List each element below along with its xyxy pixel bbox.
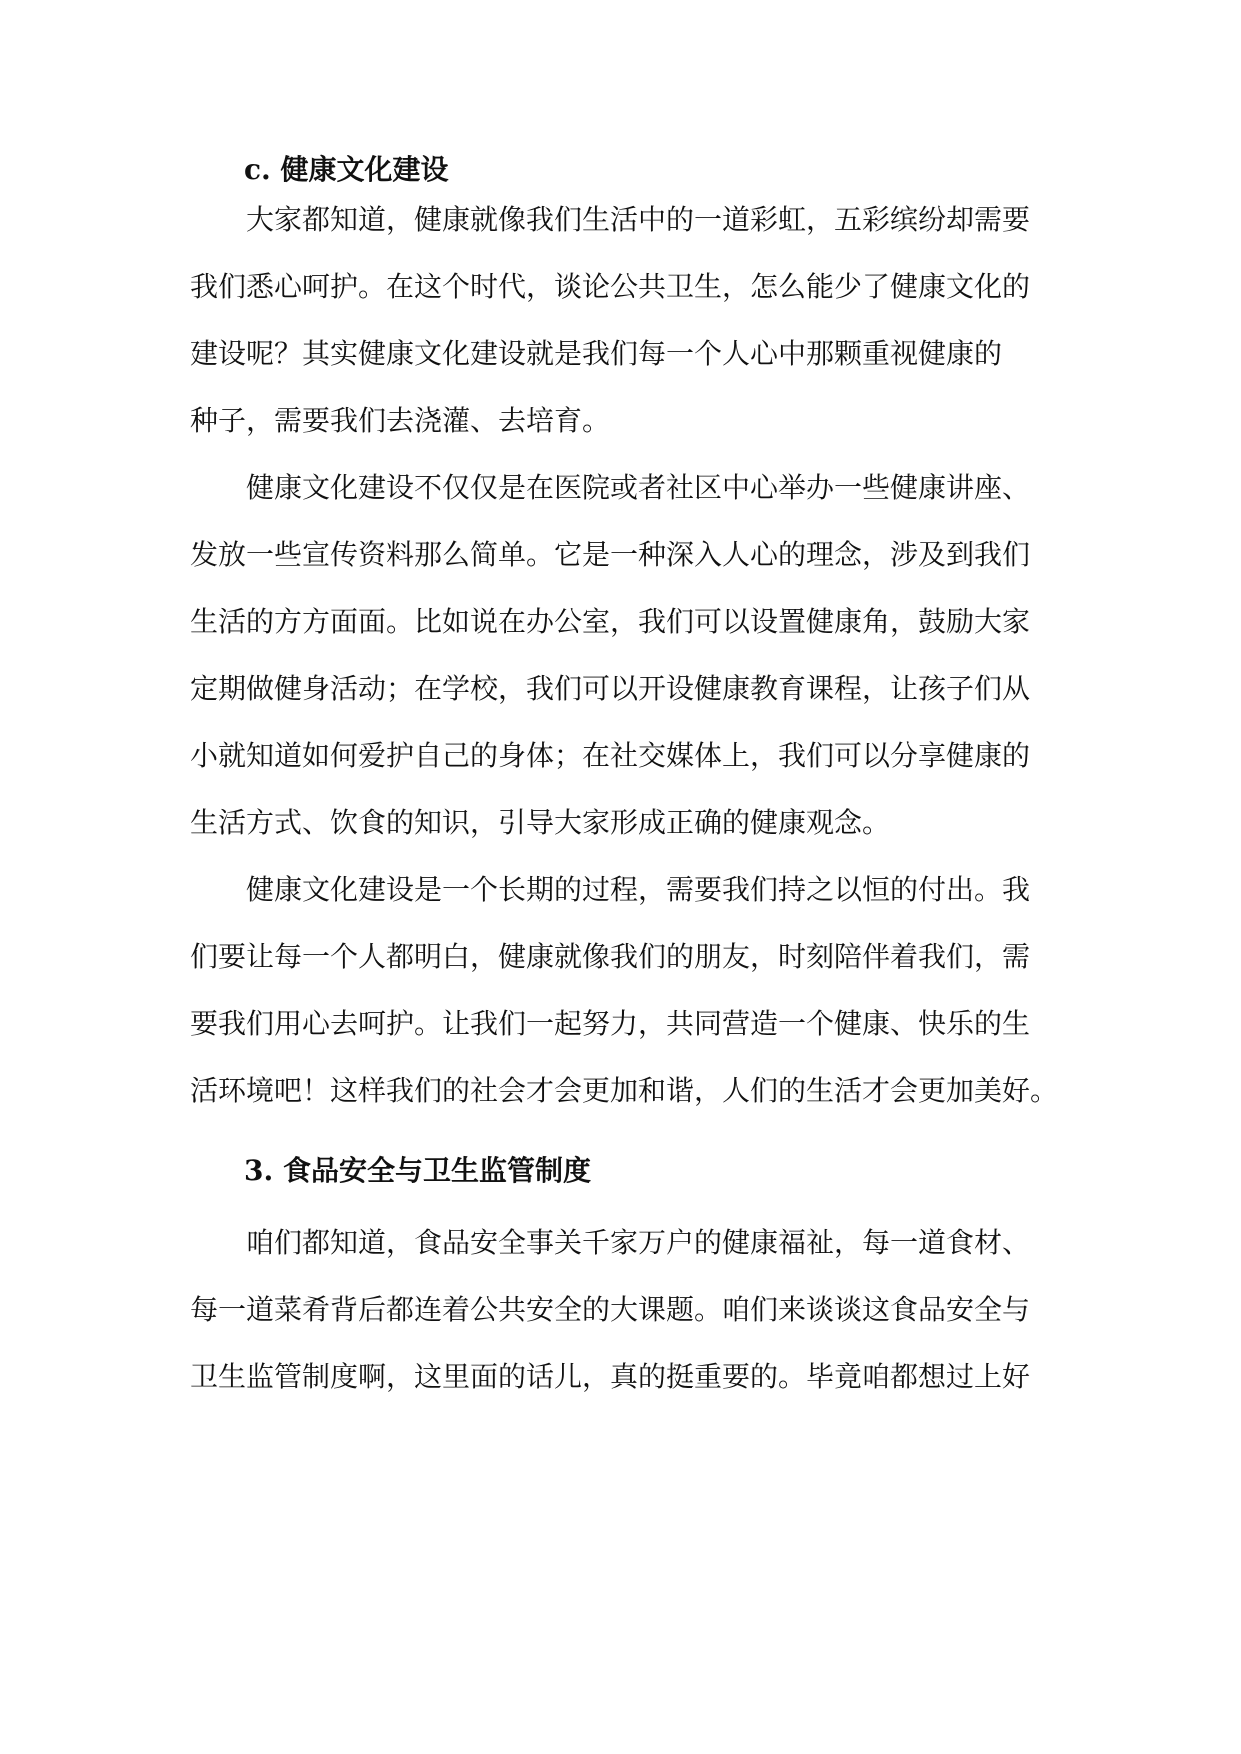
paragraph-line: 建设呢？其实健康文化建设就是我们每一个人心中那颗重视健康的 — [190, 337, 1003, 370]
section-heading-health-culture: c. 健康文化建设 — [244, 153, 449, 186]
paragraph-line: 大家都知道，健康就像我们生活中的一道彩虹，五彩缤纷却需要 — [246, 203, 1031, 236]
paragraph-line: 卫生监管制度啊，这里面的话儿，真的挺重要的。毕竟咱都想过上好 — [190, 1360, 1031, 1393]
paragraph-line: 定期做健身活动；在学校，我们可以开设健康教育课程，让孩子们从 — [190, 672, 1031, 705]
paragraph-line: 健康文化建设不仅仅是在医院或者社区中心举办一些健康讲座、 — [246, 471, 1031, 504]
section-heading-food-safety: 3. 食品安全与卫生监管制度 — [244, 1154, 591, 1187]
paragraph-line: 生活方式、饮食的知识，引导大家形成正确的健康观念。 — [190, 806, 891, 839]
paragraph-line: 们要让每一个人都明白，健康就像我们的朋友，时刻陪伴着我们，需 — [190, 940, 1031, 973]
paragraph-line: 健康文化建设是一个长期的过程，需要我们持之以恒的付出。我 — [246, 873, 1031, 906]
paragraph-line: 小就知道如何爱护自己的身体；在社交媒体上，我们可以分享健康的 — [190, 739, 1031, 772]
paragraph-line: 生活的方方面面。比如说在办公室，我们可以设置健康角，鼓励大家 — [190, 605, 1031, 638]
paragraph-line: 要我们用心去呵护。让我们一起努力，共同营造一个健康、快乐的生 — [190, 1007, 1031, 1040]
paragraph-line: 种子，需要我们去浇灌、去培育。 — [190, 404, 611, 437]
paragraph-line: 活环境吧！这样我们的社会才会更加和谐，人们的生活才会更加美好。 — [190, 1074, 1059, 1107]
paragraph-line: 咱们都知道，食品安全事关千家万户的健康福祉，每一道食材、 — [246, 1226, 1031, 1259]
paragraph-line: 发放一些宣传资料那么简单。它是一种深入人心的理念，涉及到我们 — [190, 538, 1031, 571]
paragraph-line: 我们悉心呵护。在这个时代，谈论公共卫生，怎么能少了健康文化的 — [190, 270, 1031, 303]
paragraph-line: 每一道菜肴背后都连着公共安全的大课题。咱们来谈谈这食品安全与 — [190, 1293, 1031, 1326]
